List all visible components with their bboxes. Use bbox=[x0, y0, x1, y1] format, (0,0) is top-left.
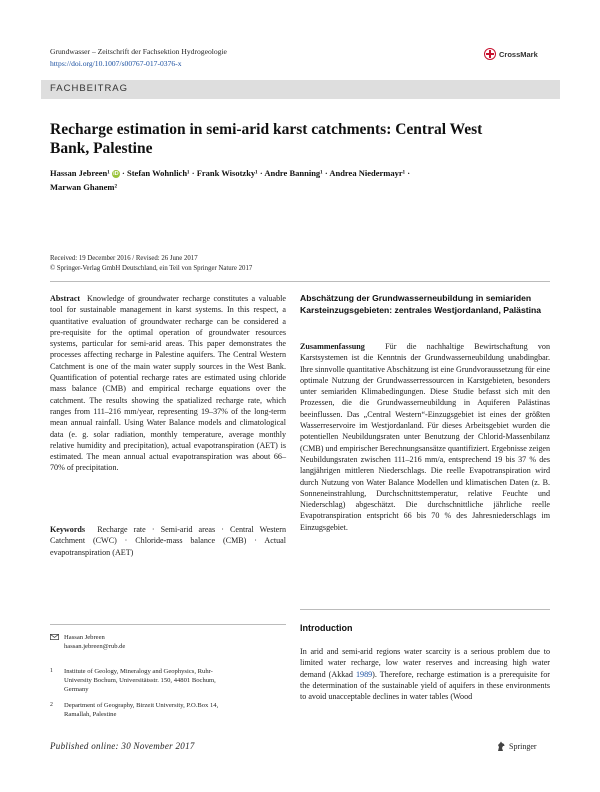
keywords-label: Keywords bbox=[50, 525, 86, 534]
keywords-text: Recharge rate · Semi-arid areas · Central Western Catchment (CWC) · Chloride-mass balance (CMB) · Actual evapotranspiration (AET) bbox=[50, 525, 286, 557]
journal-name: Grundwasser – Zeitschrift der Fachsektion Hydrogeologie bbox=[50, 47, 227, 56]
author-list bbox=[50, 166, 510, 194]
abstract-text: Knowledge of groundwater recharge constitutes a valuable tool for sustainable management in karst systems. In this respect, a quantitative evaluation of groundwater recharge can be considered a pre-requisite for the optimal operation of groundwater resources systems, particular for semi-arid areas. This paper demonstrates the processes affecting recharge in Palestine aquifers. The Central Western Catchment is one of the main water supply sources in the West Bank. Quantification of potential recharge rates are estimated using chloride mass balance (CMB) and empirical recharge equations over the catchment. The results showing the spatialized recharge rate, which ranges from 111–216 mm/year, representing 19–37% of the long-term mean annual rainfall. Using Water Balance models and climatological data (e. g. solar radiation, monthly temperature, average monthly relative humidity and precipitation), actual evapotranspiration (AET) is estimated. The mean annual actual evapotranspiration was about 66–70% of precipitation. bbox=[50, 294, 287, 473]
crossmark-label: CrossMark bbox=[499, 49, 538, 59]
authors-rest: · Stefan Wohnlich¹ · Frank Wisotzky¹ · Andre Banning¹ · Andrea Niedermayr¹ · bbox=[119, 168, 411, 178]
article-dates bbox=[50, 254, 252, 273]
intro-heading: Introduction bbox=[300, 623, 353, 633]
keywords bbox=[50, 524, 286, 558]
intro-text bbox=[300, 646, 550, 702]
copyright-line: © Springer-Verlag GmbH Deutschland, ein Teil von Springer Nature 2017 bbox=[50, 264, 253, 272]
orcid-icon[interactable]: iD bbox=[113, 171, 119, 177]
springer-horse-icon bbox=[496, 741, 506, 752]
affiliation-2-text: Department of Geography, Birzeit University, P.O.Box 14, Ramallah, Palestine bbox=[64, 702, 219, 718]
intro-text-end: ). Therefore, recharge estimation is a prerequisite for the determination of the sustainable yield of aquifers in these environments to avoid unacceptable declines in water tables (Wood bbox=[300, 669, 550, 702]
intro-divider bbox=[300, 609, 550, 610]
affiliation-1-number: 1 bbox=[50, 668, 53, 674]
german-abstract-label: Zusammenfassung bbox=[300, 342, 365, 351]
received-date: Received: 19 December 2016 / Revised: 26 June 2017 bbox=[50, 255, 198, 262]
publisher-name: Springer bbox=[509, 742, 537, 751]
german-abstract-text: Für die nachhaltige Bewirtschaftung von Karstsystemen ist die Kenntnis der Grundwasserneubildung unabdingbar. Ihre sinnvolle quantitative Abschätzung ist eine Grundvoraussetzung für eine optimale Nutzung der Grundwasserressourcen in Karstgebieten, besonders unter semiariden Klimabedingungen. Diese Studie befasst sich mit den Prozessen, die die Grundwasserneubildung in Aquiferen Palästinas beeinflussen. Das „Central Western“-Einzugsgebiet ist eines der größten Wasserreservoire im Westjordanland. Für dieses Arbeitsgebiet wurden die potentiellen Neubildungsraten unter Benutzung der Chlorid-Massenbilanz (CMB) und empirischer Berechnungsansätze quantifiziert. Ergebnisse zeigen Neubildungsraten zwischen 111–216 mm/a, entsprechend 19 bis 37 % des langjährigen mittleren Niederschlags. Die reelle Evapotranspiration wird durch Nutzung von Water Balance Modellen und klimatischen Daten (z. B. Sonneneinstrahlung, Durchschnittstemperatur, relative Feuchte und Niederschlag) abgeschätzt. Die durchschnittliche jährliche reelle Evapotranspiration entspricht 66 bis 70 % des Jahresniederschlags im Einzugsgebiet. bbox=[300, 342, 551, 532]
citation-link[interactable]: 1989 bbox=[355, 669, 373, 679]
contact-email[interactable]: hassan.jebreen@rub.de bbox=[64, 643, 126, 650]
doi-link[interactable]: https://doi.org/10.1007/s00767-017-0376-x bbox=[50, 59, 182, 68]
german-title: Abschätzung der Grundwasserneubildung in semiariden Karsteinzugsgebieten: zentrales Westjordanland, Palästina bbox=[300, 293, 542, 315]
german-abstract bbox=[300, 341, 550, 533]
footnote-divider bbox=[50, 624, 286, 625]
publisher-logo bbox=[496, 741, 537, 752]
article-title: Recharge estimation in semi-arid karst catchments: Central West Bank, Palestine bbox=[50, 121, 483, 157]
affiliation-1-text: Institute of Geology, Mineralogy and Geophysics, Ruhr-University Bochum, Universitätsstr. 150, 44801 Bochum, Germany bbox=[64, 668, 216, 693]
crossmark-icon bbox=[484, 48, 496, 60]
section-label: FACHBEITRAG bbox=[50, 83, 129, 94]
abstract bbox=[50, 293, 286, 474]
published-date: Published online: 30 November 2017 bbox=[50, 741, 195, 751]
abstract-label: Abstract bbox=[50, 294, 81, 303]
affiliation-2 bbox=[50, 701, 230, 719]
envelope-icon bbox=[50, 634, 59, 640]
header-divider bbox=[50, 281, 550, 282]
author-last: Marwan Ghanem² bbox=[50, 182, 118, 192]
crossmark-badge[interactable] bbox=[484, 48, 538, 60]
author-first: Hassan Jebreen¹ bbox=[50, 168, 110, 178]
contact-footnote bbox=[50, 633, 286, 651]
affiliation-2-number: 2 bbox=[50, 702, 53, 708]
affiliation-1 bbox=[50, 667, 230, 694]
contact-name: Hassan Jebreen bbox=[64, 634, 105, 641]
intro-text-start: In arid and semi-arid regions water scarcity is a serious problem due to limited water recharge, low water reserves and increasing high water demand (Akkad bbox=[300, 647, 550, 679]
